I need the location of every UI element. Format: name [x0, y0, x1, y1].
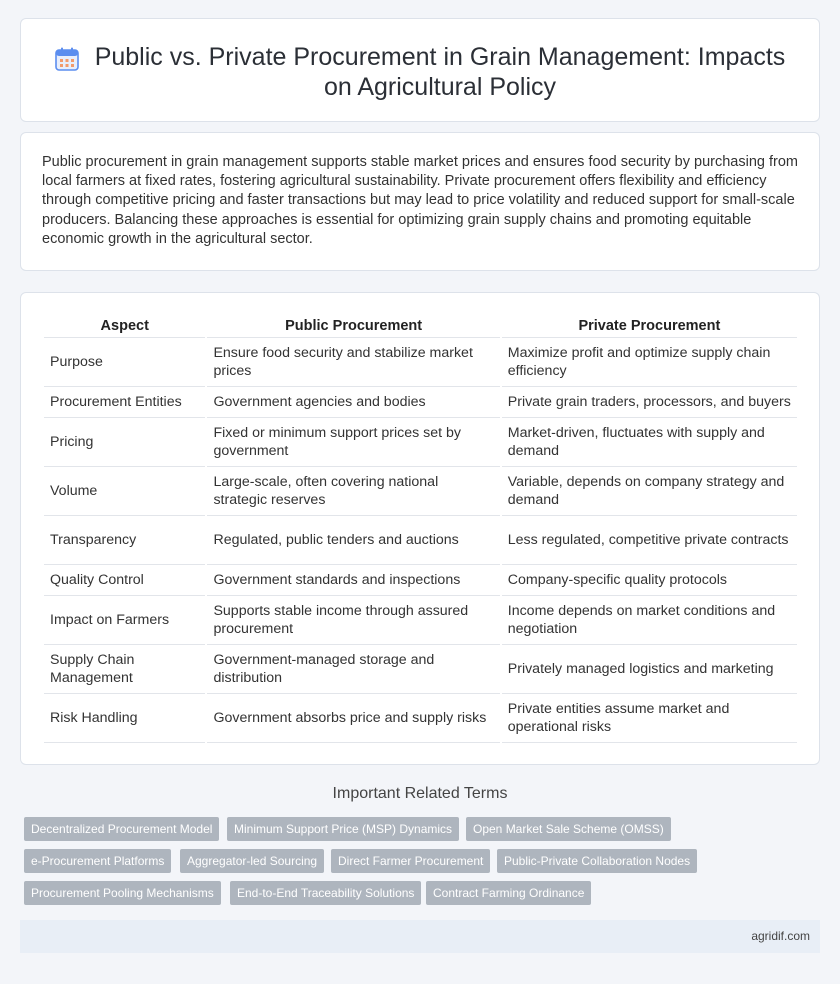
table-cell: Income depends on market conditions and negotiation — [502, 596, 797, 645]
column-header: Public Procurement — [207, 315, 499, 338]
column-header: Aspect — [44, 315, 205, 338]
table-cell: Risk Handling — [44, 694, 205, 743]
table-cell: Government standards and inspections — [207, 565, 499, 596]
summary-text: Public procurement in grain management supports stable market prices and ensures food security by purchasing from local farmers at fixed rates, fostering agricultural sustainability. Private procurement offers flexibility and efficiency through competitive pricing and faster transactions but may lead to price volatility and reduced support for small-scale producers. Balancing these approaches is essential for optimizing grain supply chains and promoting equitable economic growth in the agricultural sector. — [42, 154, 798, 247]
table-cell: Market-driven, fluctuates with supply and demand — [502, 418, 797, 467]
term-tag[interactable]: Public-Private Collaboration Nodes — [497, 849, 697, 873]
table-cell: Government agencies and bodies — [207, 387, 499, 418]
table-row — [44, 516, 797, 565]
table-cell: Ensure food security and stabilize market prices — [207, 338, 499, 387]
table-row — [44, 467, 797, 516]
table-cell: Transparency — [44, 516, 205, 565]
table-cell: Government-managed storage and distribution — [207, 645, 499, 694]
table-cell: Government absorbs price and supply risks — [207, 694, 499, 743]
table-header-row — [44, 315, 797, 338]
term-tag[interactable]: End-to-End Traceability Solutions — [230, 881, 421, 905]
header-card — [20, 18, 820, 122]
term-tag[interactable]: Open Market Sale Scheme (OMSS) — [466, 817, 671, 841]
term-tag[interactable]: Aggregator-led Sourcing — [180, 849, 324, 873]
table-cell: Volume — [44, 467, 205, 516]
table-row — [44, 338, 797, 387]
table-cell: Supports stable income through assured procurement — [207, 596, 499, 645]
summary-card — [20, 132, 820, 271]
table-cell: Private entities assume market and operational risks — [502, 694, 797, 743]
table-cell: Private grain traders, processors, and buyers — [502, 387, 797, 418]
calendar-icon — [54, 46, 80, 72]
table-row — [44, 565, 797, 596]
table-cell: Procurement Entities — [44, 387, 205, 418]
term-tag[interactable]: e-Procurement Platforms — [24, 849, 171, 873]
table-cell: Privately managed logistics and marketing — [502, 645, 797, 694]
page-title: Public vs. Private Procurement in Grain Management: Impacts on Agricultural Policy — [94, 43, 786, 101]
related-terms-title: Important Related Terms — [332, 785, 508, 802]
table-cell: Purpose — [44, 338, 205, 387]
comparison-table — [42, 315, 799, 743]
table-row — [44, 645, 797, 694]
table-cell: Large-scale, often covering national strategic reserves — [207, 467, 499, 516]
table-row — [44, 387, 797, 418]
table-cell: Quality Control — [44, 565, 205, 596]
table-cell: Less regulated, competitive private contracts — [502, 516, 797, 565]
term-tag[interactable]: Minimum Support Price (MSP) Dynamics — [227, 817, 459, 841]
table-cell: Company-specific quality protocols — [502, 565, 797, 596]
term-tag[interactable]: Contract Farming Ordinance — [426, 881, 591, 905]
table-cell: Maximize profit and optimize supply chain efficiency — [502, 338, 797, 387]
table-row — [44, 694, 797, 743]
table-cell: Regulated, public tenders and auctions — [207, 516, 499, 565]
column-header: Private Procurement — [502, 315, 797, 338]
table-cell: Fixed or minimum support prices set by government — [207, 418, 499, 467]
term-tag[interactable]: Direct Farmer Procurement — [331, 849, 490, 873]
term-tag[interactable]: Decentralized Procurement Model — [24, 817, 219, 841]
comparison-card — [20, 292, 820, 765]
table-cell: Pricing — [44, 418, 205, 467]
table-cell: Variable, depends on company strategy and demand — [502, 467, 797, 516]
table-cell: Impact on Farmers — [44, 596, 205, 645]
table-cell: Supply Chain Management — [44, 645, 205, 694]
footer — [20, 920, 820, 953]
table-row — [44, 596, 797, 645]
term-tag[interactable]: Procurement Pooling Mechanisms — [24, 881, 221, 905]
footer-site[interactable]: agridif.com — [751, 929, 810, 943]
table-row — [44, 418, 797, 467]
